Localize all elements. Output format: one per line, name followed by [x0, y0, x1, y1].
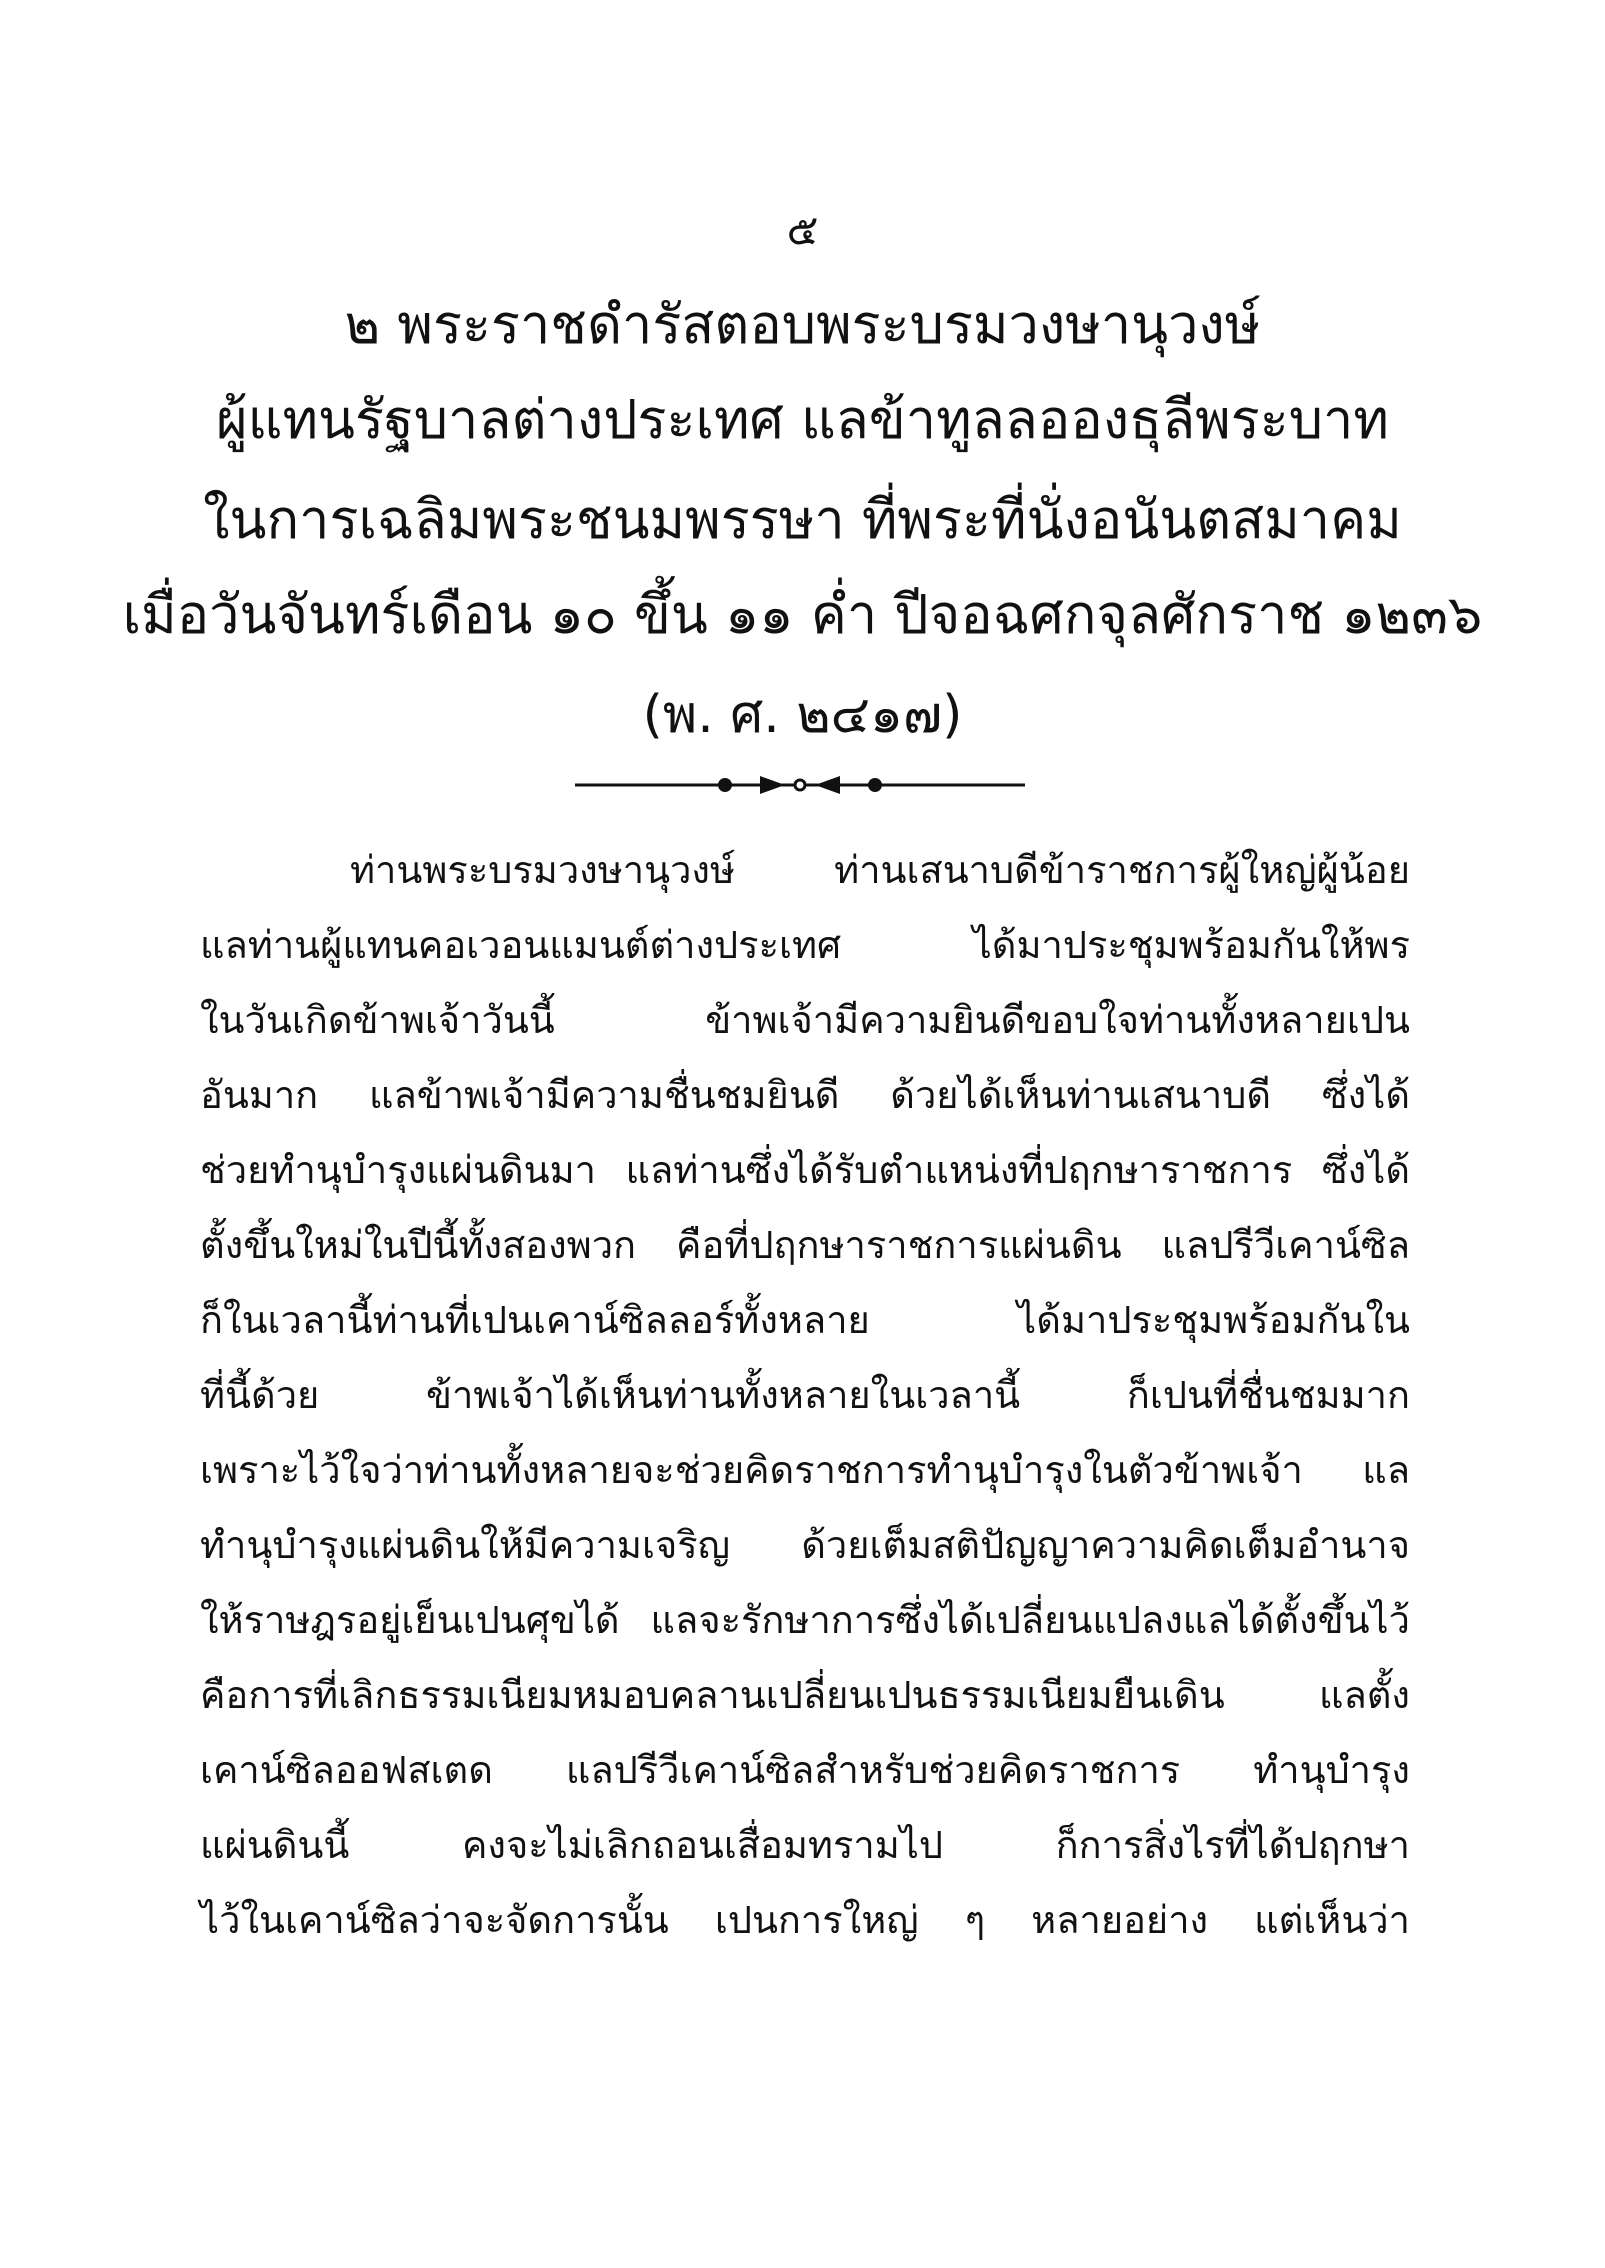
- heading-line-1: ๒ พระราชดำรัสตอบพระบรมวงษานุวงษ์: [344, 293, 1261, 356]
- body-line: ให้ราษฎรอยู่เย็นเปนศุขได้ แลจะรักษาการซึ่งได้เปลี่ยนแปลงแลได้ตั้งขึ้นไว้: [200, 1598, 1410, 1642]
- body-line: ตั้งขึ้นใหม่ในปีนี้ทั้งสองพวก คือที่ปฤกษาราชการแผ่นดิน แลปรีวีเคาน์ซิล: [200, 1223, 1410, 1267]
- body-line: ก็ในเวลานี้ท่านที่เปนเคาน์ซิลลอร์ทั้งหลาย ได้มาประชุมพร้อมกันใน: [200, 1298, 1410, 1342]
- body-line: ในวันเกิดข้าพเจ้าวันนี้ ข้าพเจ้ามีความยินดีขอบใจท่านทั้งหลายเปน: [200, 998, 1410, 1042]
- body-line: เพราะไว้ใจว่าท่านทั้งหลายจะช่วยคิดราชการทำนุบำรุงในตัวข้าพเจ้า แล: [200, 1448, 1410, 1492]
- body-line: ท่านพระบรมวงษานุวงษ์ ท่านเสนาบดีข้าราชการผู้ใหญ่ผู้น้อย: [350, 848, 1410, 892]
- page-number: ๕: [786, 205, 819, 254]
- body-line: ช่วยทำนุบำรุงแผ่นดินมา แลท่านซึ่งได้รับตำแหน่งที่ปฤกษาราชการ ซึ่งได้: [200, 1148, 1410, 1192]
- heading-line-3: ในการเฉลิมพระชนมพรรษา ที่พระที่นั่งอนันตสมาคม: [203, 488, 1402, 551]
- body-line: ไว้ในเคาน์ซิลว่าจะจัดการนั้น เปนการใหญ่ ๆ หลายอย่าง แต่เห็นว่า: [200, 1898, 1410, 1942]
- body-line: อันมาก แลข้าพเจ้ามีความชื่นชมยินดี ด้วยได้เห็นท่านเสนาบดี ซึ่งได้: [200, 1073, 1410, 1117]
- body-line: คือการที่เลิกธรรมเนียมหมอบคลานเปลี่ยนเปนธรรมเนียมยืนเดิน แลตั้ง: [200, 1673, 1410, 1717]
- divider-ornament: [575, 770, 1025, 800]
- body-line: ที่นี้ด้วย ข้าพเจ้าได้เห็นท่านทั้งหลายในเวลานี้ ก็เปนที่ชื่นชมมาก: [200, 1373, 1410, 1417]
- body-line: เคาน์ซิลออฟสเตด แลปรีวีเคาน์ซิลสำหรับช่วยคิดราชการ ทำนุบำรุง: [200, 1748, 1410, 1792]
- body-line: แลท่านผู้แทนคอเวอนแมนต์ต่างประเทศ ได้มาประชุมพร้อมกันให้พร: [200, 923, 1410, 967]
- heading-line-2: ผู้แทนรัฐบาลต่างประเทศ แลข้าทูลลอองธุลีพระบาท: [216, 388, 1389, 451]
- heading-year: (พ. ศ. ๒๔๑๗): [642, 685, 963, 745]
- heading-line-4: เมื่อวันจันทร์เดือน ๑๐ ขึ้น ๑๑ ค่ำ ปีจอฉศกจุลศักราช ๑๒๓๖: [122, 583, 1483, 646]
- body-line: ทำนุบำรุงแผ่นดินให้มีความเจริญ ด้วยเต็มสติปัญญาความคิดเต็มอำนาจ: [200, 1523, 1410, 1567]
- body-line: แผ่นดินนี้ คงจะไม่เลิกถอนเสื่อมทรามไป ก็การสิ่งไรที่ได้ปฤกษา: [200, 1823, 1410, 1867]
